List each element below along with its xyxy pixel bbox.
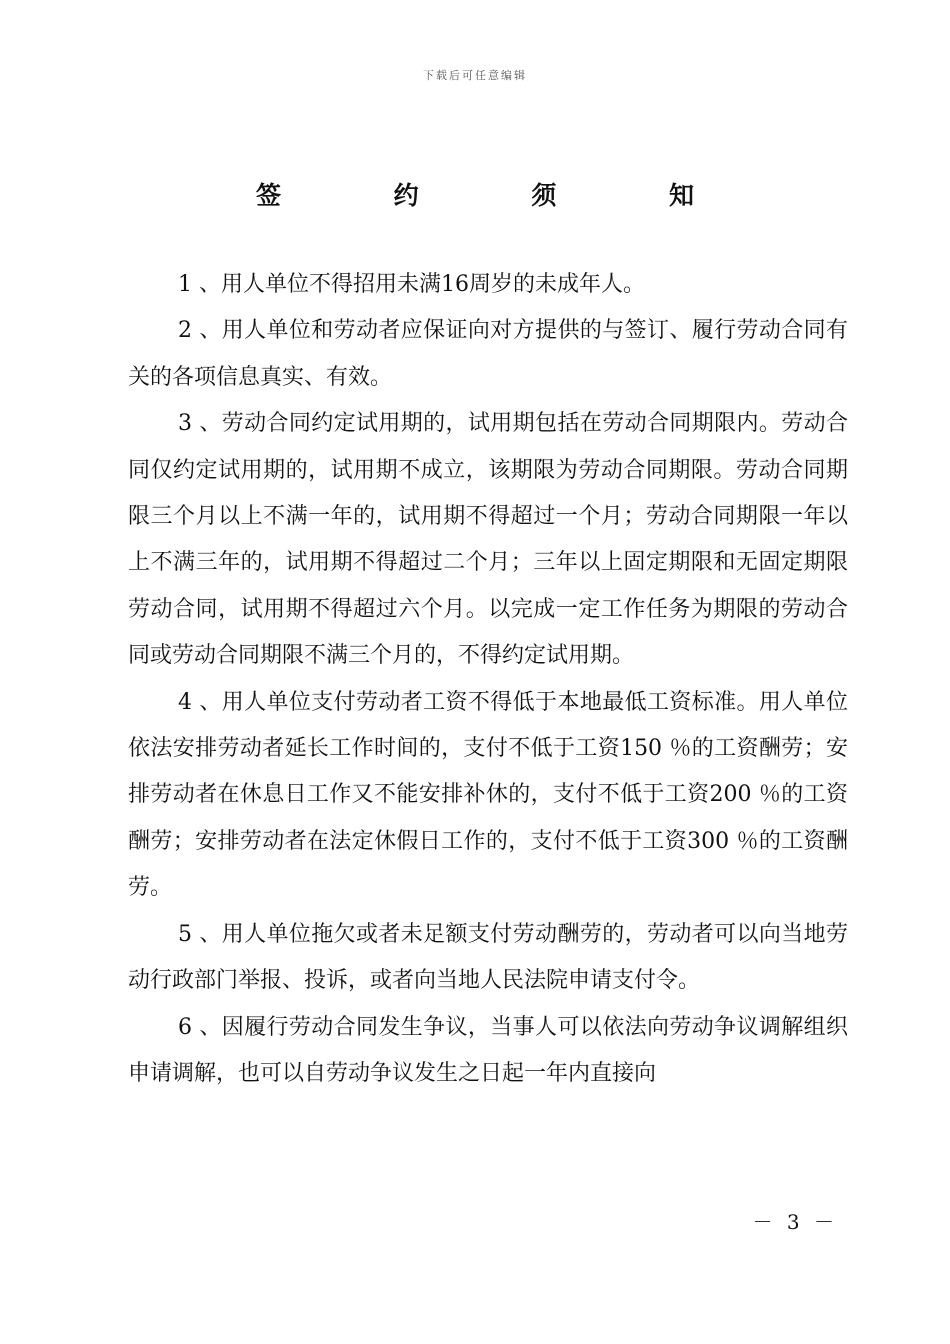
paragraph-5: 5 、用人单位拖欠或者未足额支付劳动酬劳的，劳动者可以向当地劳动行政部门举报、投诉，或者向当地人民法院申请支付令。 xyxy=(128,921,848,994)
paragraph-6: 6 、因履行劳动合同发生争议，当事人可以依法向劳动争议调解组织申请调解，也可以自劳动争议发生之日起一年内直接向 xyxy=(128,1014,848,1086)
paragraph-3: 3 、劳动合同约定试用期的，试用期包括在劳动合同期限内。劳动合同仅约定试用期的，试用期不成立，该期限为劳动合同期限。劳动合同期限三个月以上不满一年的，试用期不得超过一个月；劳动合同期限一年以上不满三年的，试用期不得超过二个月；三年以上固定期限和无固定期限劳动合同，试用期不得超过六个月。以完成一定工作任务为期限的劳动合同或劳动合同期限不满三个月的，不得约定试用期。 xyxy=(128,411,848,669)
paragraph-1: 1 、用人单位不得招用未满16周岁的未成年人。 xyxy=(178,272,645,297)
paragraph-2: 2 、用人单位和劳动者应保证向对方提供的与签订、履行劳动合同有关的各项信息真实、有效。 xyxy=(128,318,848,390)
page-number: － 3 － xyxy=(752,1210,838,1234)
document-body xyxy=(128,262,848,1097)
paragraph-4: 4 、用人单位支付劳动者工资不得低于本地最低工资标准。用人单位依法安排劳动者延长工作时间的，支付不低于工资150 ％的工资酬劳；安排劳动者在休息日工作又不能安排补休的，支付不低于工资200 ％的工资酬劳；安排劳动者在法定休假日工作的，支付不低于工资300 ％的工资酬劳。 xyxy=(128,689,848,901)
document-title: 签 约 须 知 xyxy=(255,181,747,210)
header-note: 下载后可任意编辑 xyxy=(423,69,527,82)
